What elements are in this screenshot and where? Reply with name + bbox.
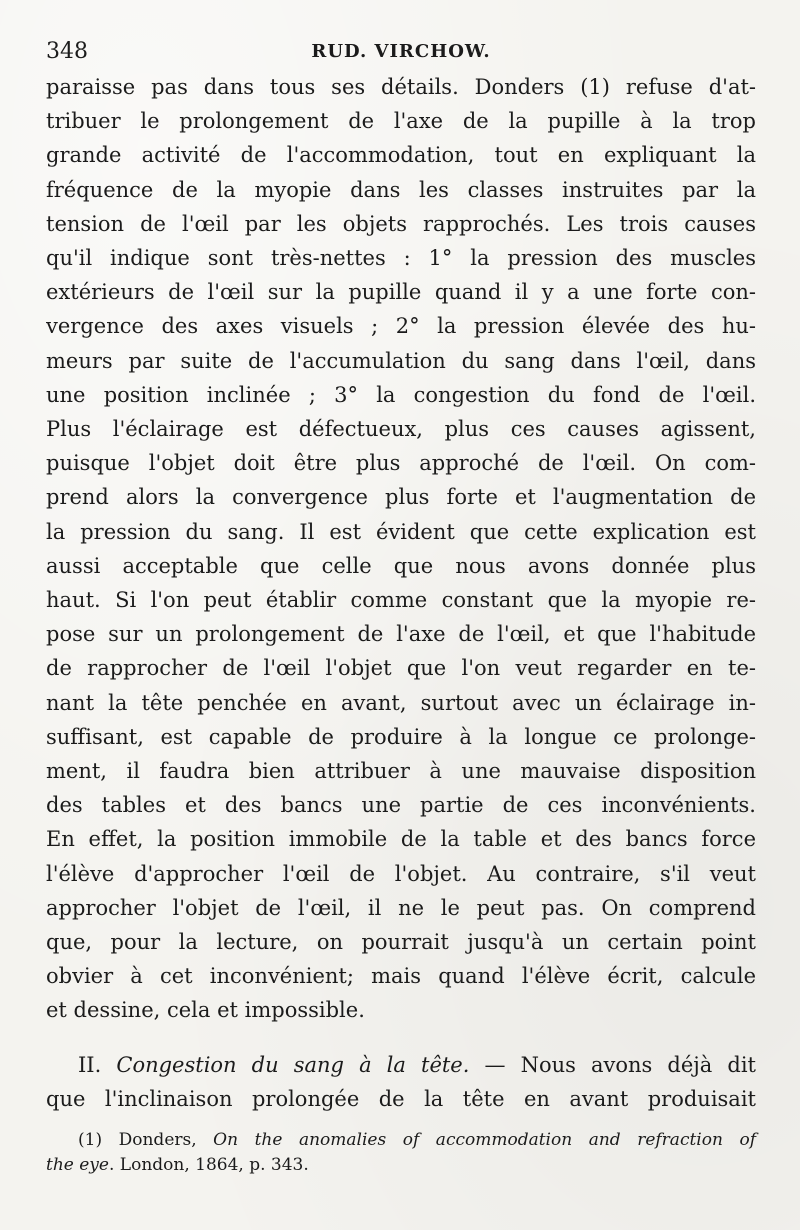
text-line: paraisse pas dans tous ses détails. Donders (1) refuse d'at- <box>46 75 756 99</box>
text-line: des tables et des bancs une partie de ces inconvénients. <box>46 793 756 818</box>
text-line: de rapprocher de l'œil l'objet que l'on veut regarder en te- <box>46 656 756 681</box>
section-heading-line <box>46 1048 756 1082</box>
section-text: — Nous avons déjà dit <box>469 1052 756 1077</box>
footnote-line <box>46 1128 756 1153</box>
text-line: pose sur un prolongement de l'axe de l'œil, et que l'habitude <box>46 622 756 647</box>
text-line: extérieurs de l'œil sur la pupille quand il y a une forte con- <box>46 280 756 305</box>
text-line: suffisant, est capable de produire à la longue ce prolonge- <box>46 724 756 749</box>
page-number: 348 <box>46 39 88 64</box>
text-line: En effet, la position immobile de la table et des bancs force <box>46 827 756 852</box>
text-line: vergence des axes visuels ; 2° la pression élevée des hu- <box>46 314 756 339</box>
body-text <box>46 70 756 1116</box>
text-line: que, pour la lecture, on pourrait jusqu'à un certain point <box>46 930 756 955</box>
paragraph-section-two <box>46 1048 756 1116</box>
text-line: nant la tête penchée en avant, surtout avec un éclairage in- <box>46 690 756 715</box>
text-line: qu'il indique sont très-nettes : 1° la pression des muscles <box>46 246 756 271</box>
text-line: grande activité de l'accommodation, tout en expliquant la <box>46 143 756 168</box>
text-line: meurs par suite de l'accumulation du sang dans l'œil, dans <box>46 348 756 373</box>
footnote-line <box>46 1153 756 1178</box>
running-title: RUD. VIRCHOW. <box>311 41 491 62</box>
text-line: aussi acceptable que celle que nous avons donnée plus <box>46 553 756 578</box>
text-line: haut. Si l'on peut établir comme constant que la myopie re- <box>46 588 756 613</box>
text-line: approcher l'objet de l'œil, il ne le peut pas. On comprend <box>46 895 756 920</box>
text-line: et dessine, cela et impossible. <box>46 998 365 1023</box>
text-line: une position inclinée ; 3° la congestion du fond de l'œil. <box>46 382 756 407</box>
text-line: prend alors la convergence plus forte et l'augmentation de <box>46 485 756 510</box>
text-line: l'élève d'approcher l'œil de l'objet. Au contraire, s'il veut <box>46 861 756 886</box>
text-line: la pression du sang. Il est évident que cette explication est <box>46 519 756 544</box>
text-line: ment, il faudra bien attribuer à une mauvaise disposition <box>46 759 756 784</box>
text-line: puisque l'objet doit être plus approché de l'œil. On com- <box>46 451 756 476</box>
text-line: obvier à cet inconvénient; mais quand l'élève écrit, calcule <box>46 964 756 989</box>
section-title: Congestion du sang à la tête. <box>116 1052 470 1077</box>
footnote-title: On the anomalies of accommodation and refraction of <box>213 1130 756 1151</box>
footnote-marker: (1) Donders, <box>78 1130 214 1151</box>
text-line: tension de l'œil par les objets rapprochés. Les trois causes <box>46 211 756 236</box>
text-line: que l'inclinaison prolongée de la tête en avant produisait <box>46 1086 756 1111</box>
footnotes <box>46 1128 756 1178</box>
paragraph-myopia <box>46 70 756 1028</box>
text-line: Plus l'éclairage est défectueux, plus ces causes agissent, <box>46 417 756 442</box>
footnote-citation: . London, 1864, p. 343. <box>108 1155 309 1176</box>
section-gap <box>46 1028 756 1048</box>
text-line: fréquence de la myopie dans les classes instruites par la <box>46 177 756 202</box>
running-head <box>46 34 756 70</box>
text-line: tribuer le prolongement de l'axe de la pupille à la trop <box>46 109 756 134</box>
footnote-title-end: the eye <box>46 1155 109 1176</box>
section-number: II. <box>78 1052 102 1077</box>
